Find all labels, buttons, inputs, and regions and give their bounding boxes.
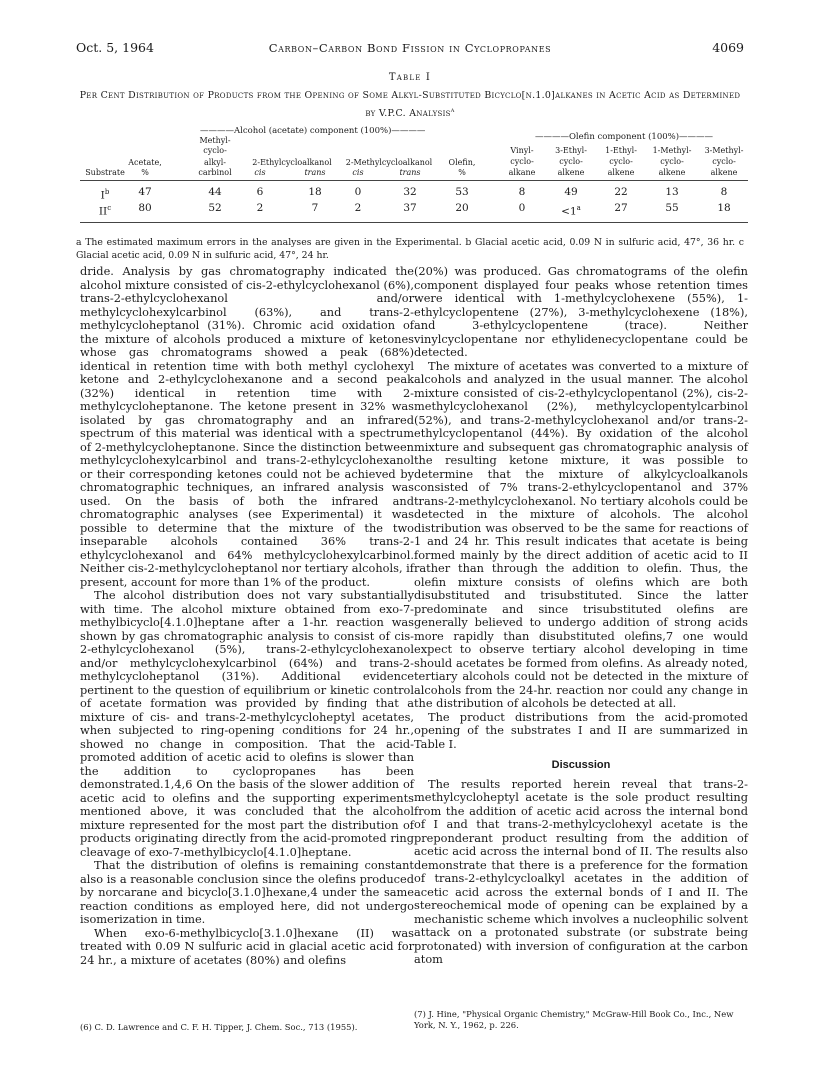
left-column [80, 265, 414, 967]
hdr-vinyl-1: Vinyl- [510, 146, 534, 155]
group-olefin-header: ————Olefin component (100%)———— [534, 132, 714, 142]
cell-eca-cis: 2 [256, 202, 264, 214]
cell-acetate: 80 [138, 202, 152, 214]
cell-vinyl: 0 [518, 202, 526, 214]
hdr-1ethyl-3: alkene [607, 168, 635, 177]
hdr-methylcycloalkanol: 2-Methylcycloalkanol [345, 158, 433, 167]
right-column [414, 265, 748, 967]
table-caption-mark: a [450, 106, 455, 114]
cell-mca-cis: 2 [354, 202, 362, 214]
hdr-vinyl-2: cyclo- [510, 157, 534, 166]
cell-3ethyl-value: <1 [561, 205, 577, 218]
cell-acetate: 47 [138, 186, 152, 198]
hdr-acetate-2: % [141, 168, 149, 177]
table-footnote: a The estimated maximum errors in the analyses are given in the Experimental. b Glacial acetic acid, 0.09 N in sulfuric acid, 47°, 36 hr. c Glacial acetic acid, 0.09 N in sulfuric acid, 47°, 24 hr. [76, 237, 744, 261]
table-caption [78, 88, 742, 121]
cell-1ethyl: 27 [614, 202, 628, 214]
cell-3methyl: 8 [720, 186, 728, 198]
hdr-1ethyl-2: cyclo- [609, 157, 633, 166]
hdr-3methyl-3: alkene [710, 168, 738, 177]
hdr-3ethyl-3: alkene [557, 168, 585, 177]
hdr-mca-trans: trans [399, 168, 421, 177]
hdr-3methyl-1: 3-Methyl- [704, 146, 744, 155]
group-alcohol-header: ————Alcohol (acetate) component (100%)———— [200, 126, 426, 136]
header-title: Carbon–Carbon Bond Fission in Cyclopropanes [268, 41, 552, 55]
hdr-3ethyl-2: cyclo- [559, 157, 583, 166]
table-label: Table I [388, 72, 432, 83]
hdr-1ethyl-1: 1-Ethyl- [605, 146, 637, 155]
hdr-1methyl-1: 1-Methyl- [652, 146, 692, 155]
cell-3ethyl [546, 202, 596, 218]
hdr-mca-cis: cis [352, 168, 364, 177]
header-date: Oct. 5, 1964 [76, 40, 154, 55]
cell-mca-trans: 32 [403, 186, 417, 198]
hdr-1methyl-2: cyclo- [660, 157, 684, 166]
cell-mca-cis: 0 [354, 186, 362, 198]
paragraph: The mixture of acetates was converted to a mixture of alcohols and analyzed in the usual manner. The alcohol mixture consisted of cis-2-ethylcyclopentanol (2%), cis-2-methylcyclohexanol (2%), methylcyclopentylcarbinol (52%), and trans-2-methylcyclohexanol and/or trans-2-ethylcyclopentanol (44%). By oxidation of the alcohol mixture and subsequent gas chromatographic analysis of the resulting ketone mixture, it was possible to determine that the mixture of alkylcycloalkanols consisted of 7% trans-2-ethylcyclopentanol and 37% trans-2-methylcyclohexanol. No tertiary alcohols could be detected in the mixture of alcohols. The alcohol distribution was observed to be the same for reactions of 1 and 24 hr. This result indicates that acetate is being formed mainly by the direct addition of acetic acid to II rather than through the addition to olefin. Thus, the olefin mixture consists of olefins which are both disubstituted and trisubstituted. Since the latter predominate and since trisubstituted olefins are generally believed to undergo addition of strong acids more rapidly than disubstituted olefins,7 one would expect to observe tertiary alcohol developing in time should acetates be formed from olefins. As already noted, tertiary alcohols could not be detected in the mixture of alcohols from the 24-hr. reaction nor could any change in the distribution of alcohols be detected at all. [414, 358, 748, 710]
cell-substrate: I [100, 189, 105, 202]
cell-mca-trans: 37 [403, 202, 417, 214]
cell-substrate: II [98, 205, 108, 218]
cell-3ethyl: 49 [564, 186, 578, 198]
cell-substrate-mark: c [107, 204, 112, 212]
cell-1methyl: 13 [665, 186, 679, 198]
hdr-mcc-1: Methyl- [199, 136, 231, 145]
cell-3ethyl-mark: a [576, 204, 581, 212]
hdr-mcc-2: cyclo- [203, 146, 227, 155]
cell-eca-trans: 18 [308, 186, 322, 198]
hdr-mcc-3: alkyl- [204, 158, 226, 167]
section-heading: Discussion [551, 759, 611, 771]
hdr-olefin-2: % [458, 168, 466, 177]
cell-3methyl: 18 [717, 202, 731, 214]
header-page-number: 4069 [712, 40, 744, 55]
footnote-left: (6) C. D. Lawrence and C. F. H. Tipper, J. Chem. Soc., 713 (1955). [80, 1022, 358, 1032]
footnote-right: (7) J. Hine, "Physical Organic Chemistry," McGraw-Hill Book Co., Inc., New York, N. Y., 1962, p. 226. [414, 1009, 734, 1030]
hdr-substrate: Substrate [85, 168, 125, 177]
paragraph: When exo-6-methylbicyclo[3.1.0]hexane (II) was treated with 0.09 N sulfuric acid in glacial acetic acid for 24 hr., a mixture of acetates (80%) and olefins [80, 925, 414, 967]
hdr-3ethyl-1: 3-Ethyl- [555, 146, 587, 155]
hdr-acetate-1: Acetate, [128, 158, 162, 167]
hdr-1methyl-3: alkene [658, 168, 686, 177]
paragraph: (20%) was produced. Gas chromatograms of the olefin component displayed four peaks whose retention times were identical with 1-methylcyclohexene (55%), 1-ethylcyclopentene (27%), 3-methylcyclohexene (18%), and 3-ethylcyclopentene (trace). Neither vinylcyclopentane nor ethylidenecyclopentane could be detected. [414, 264, 748, 359]
cell-olefin: 20 [455, 202, 469, 214]
hdr-ethylcycloalkanol: 2-Ethylcycloalkanol [252, 158, 332, 167]
paragraph: dride. Analysis by gas chromatography indicated the alcohol mixture consisted of cis-2-ethylcyclohexanol (6%), trans-2-ethylcyclohexanol and/or methylcyclohexylcarbinol (63%), and trans-2-methylcycloheptanol (31%). Chromic acid oxidation of the mixture of alcohols produced a mixture of ketones whose gas chromatograms showed a peak (68%) identical in retention time with both methyl cyclohexyl ketone and 2-ethylcyclohexanone and a second peak (32%) identical in retention time with 2-methylcycloheptanone. The ketone present in 32% was isolated by gas chromatography and an infrared spectrum of this material was identical with a spectrum of 2-methylcycloheptanone. Since the distinction between methylcyclohexylcarbinol and trans-2-ethylcyclohexanol or their corresponding ketones could not be achieved by chromatographic techniques, an infrared analysis was used. On the basis of both the infrared and chromatographic analyses (see Experimental) it was possible to determine that the mixture of the two inseparable alcohols contained 36% trans-2-ethylcyclohexanol and 64% methylcyclohexylcarbinol. Neither cis-2-methylcycloheptanol nor tertiary alcohols, if present, account for more than 1% of the product. [80, 264, 414, 589]
hdr-eca-cis: cis [254, 168, 266, 177]
table-bottom-rule [80, 222, 748, 223]
paragraph: The results reported herein reveal that trans-2-methylcycloheptyl acetate is the sole product resulting from the addition of acetic acid across the internal bond of I and that trans-2-methylcyclohexyl acetate is the preponderant product resulting from the addition of acetic acid across the internal bond of II. The results also demonstrate that there is a preference for the formation of trans-2-ethylcycloalkyl acetates in the addition of acetic acid across the external bonds of I and II. The stereochemical mode of opening can be explained by a mechanistic scheme which involves a nucleophilic solvent attack on a protonated substrate (or substrate being protonated) with inversion of configuration at the carbon atom [414, 776, 748, 966]
paragraph: The alcohol distribution does not vary substantially with time. The alcohol mixture obtained from exo-7-methylbicyclo[4.1.0]heptane after a 1-hr. reaction was shown by gas chromatographic analysis to consist of cis-2-ethylcyclohexanol (5%), trans-2-ethylcyclohexanol and/or methylcyclohexylcarbinol (64%) and trans-2-methylcycloheptanol (31%). Additional evidence pertinent to the question of equilibrium or kinetic control of acetate formation was provided by finding that a mixture of cis- and trans-2-methylcycloheptyl acetates, when subjected to ring-opening conditions for 24 hr., showed no change in composition. That the acid-promoted addition of acetic acid to olefins is slower than the addition to cyclopropanes has been demonstrated.1,4,6 On the basis of the slower addition of acetic acid to olefins and the supporting experiments mentioned above, it was concluded that the alcohol mixture represented for the most part the distribution of products originating directly from the acid-promoted ring cleavage of exo-7-methylbicyclo[4.1.0]heptane. [80, 588, 414, 859]
cell-vinyl: 8 [518, 186, 526, 198]
cell-mcc: 52 [208, 202, 222, 214]
cell-eca-cis: 6 [256, 186, 264, 198]
hdr-mcc-4: carbinol [198, 168, 232, 177]
table-header-rule [80, 180, 748, 181]
cell-substrate-mark: b [104, 188, 110, 196]
cell-1methyl: 55 [665, 202, 679, 214]
cell-mcc: 44 [208, 186, 222, 198]
hdr-vinyl-3: alkane [508, 168, 536, 177]
hdr-3methyl-2: cyclo- [712, 157, 736, 166]
cell-eca-trans: 7 [311, 202, 319, 214]
cell-olefin: 53 [455, 186, 469, 198]
table-caption-text: Per Cent Distribution of Products from the Opening of Some Alkyl-Substituted Bicyclo[n.1.0]alkanes in Acetic Acid as Determined by V.P.C. Analysis [79, 90, 741, 120]
hdr-olefin-1: Olefin, [448, 158, 476, 167]
paragraph: The product distributions from the acid-promoted opening of the substrates I and II are summarized in Table I. [414, 709, 748, 751]
cell-1ethyl: 22 [614, 186, 628, 198]
paragraph: That the distribution of olefins is remaining constant also is a reasonable conclusion since the olefins produced by norcarane and bicyclo[3.1.0]hexane,4 under the same reaction conditions as employed here, did not undergo isomerization in time. [80, 858, 414, 926]
hdr-eca-trans: trans [304, 168, 326, 177]
